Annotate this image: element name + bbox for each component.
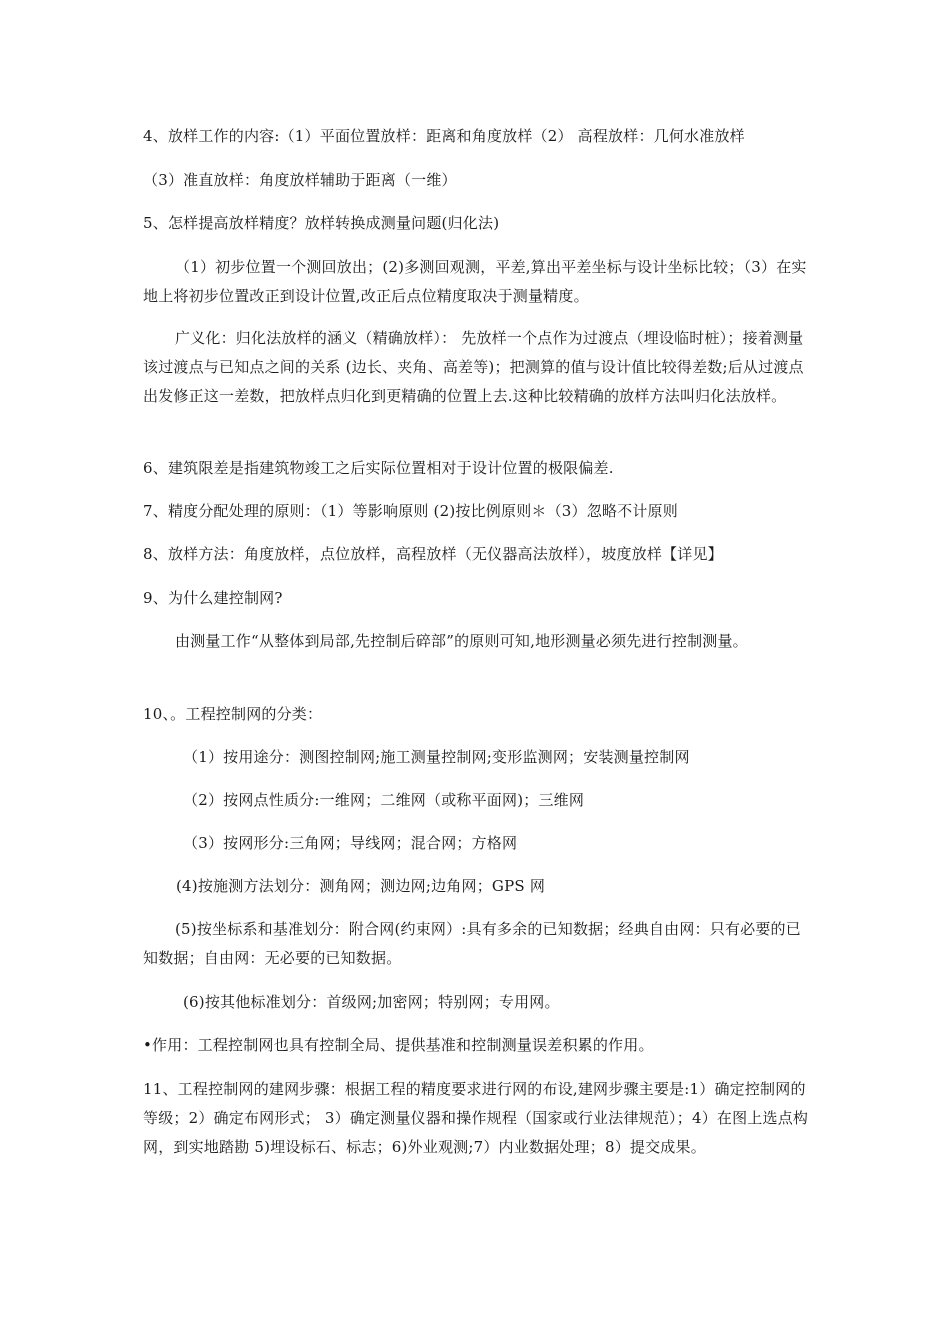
paragraph-5-steps: （1）初步位置一个测回放出；(2)多测回观测，平差,算出平差坐标与设计坐标比较；（3）在实地上将初步位置改正到设计位置,改正后点位精度取决于测量精度。 xyxy=(143,258,807,305)
paragraph-11: 11、工程控制网的建网步骤：根据工程的精度要求进行网的布设,建网步骤主要是:1）确定控制网的等级；2）确定布网形式； 3）确定测量仪器和操作规程（国家或行业法律规范）；4）在图上选点构网，到实地踏勘 5)埋设标石、标志；6)外业观测;7）内业数据处理；8）提交成果。 xyxy=(143,1080,809,1156)
paragraph-5-question: 5、怎样提高放样精度？放样转换成测量问题(归化法) xyxy=(143,214,500,232)
paragraph-7: 7、精度分配处理的原则：（1）等影响原则 (2)按比例原则＊（3）忽略不计原则 xyxy=(143,502,678,520)
classification-by-shape: （3）按网形分:三角网；导线网；混合网；方格网 xyxy=(183,834,518,852)
paragraph-4-content: 4、放样工作的内容:（1）平面位置放样：距离和角度放样（2） 高程放样：几何水准放样 xyxy=(143,127,745,145)
classification-by-datum: (5)按坐标系和基准划分：附合网(约束网）:具有多余的已知数据；经典自由网：只有必要的已知数据；自由网：无必要的已知数据。 xyxy=(143,920,801,967)
classification-by-point-nature: （2）按网点性质分:一维网；二维网（或称平面网)；三维网 xyxy=(183,791,585,809)
classification-by-other: (6)按其他标准划分：首级网;加密网；特别网；专用网。 xyxy=(183,993,560,1011)
paragraph-5-generalized: 广义化：归化法放样的涵义（精确放样）： 先放样一个点作为过渡点（埋设临时桩）；接着测量该过渡点与已知点之间的关系 (边长、夹角、高差等)；把测算的值与设计值比较得差数;后从过渡点出发修正这一差数，把放样点归化到更精确的位置上去.这种比较精确的放样方法叫归化法放样。 xyxy=(143,329,804,405)
paragraph-9-question: 9、为什么建控制网? xyxy=(143,589,283,607)
paragraph-8: 8、放样方法：角度放样，点位放样，高程放样（无仪器高法放样），坡度放样【详见】 xyxy=(143,545,723,563)
paragraph-6: 6、建筑限差是指建筑物竣工之后实际位置相对于设计位置的极限偏差. xyxy=(143,459,614,477)
classification-by-method: (4)按施测方法划分：测角网；测边网;边角网；GPS 网 xyxy=(176,877,546,895)
paragraph-9-answer: 由测量工作“从整体到局部,先控制后碎部”的原则可知,地形测量必须先进行控制测量。 xyxy=(175,632,748,650)
paragraph-function: •作用：工程控制网也具有控制全局、提供基准和控制测量误差积累的作用。 xyxy=(143,1036,654,1054)
paragraph-10-heading: 10、。工程控制网的分类： xyxy=(143,705,323,723)
classification-by-use: （1）按用途分：测图控制网;施工测量控制网;变形监测网；安装测量控制网 xyxy=(183,748,690,766)
paragraph-4-continued: （3）准直放样：角度放样辅助于距离（一维） xyxy=(143,171,457,189)
